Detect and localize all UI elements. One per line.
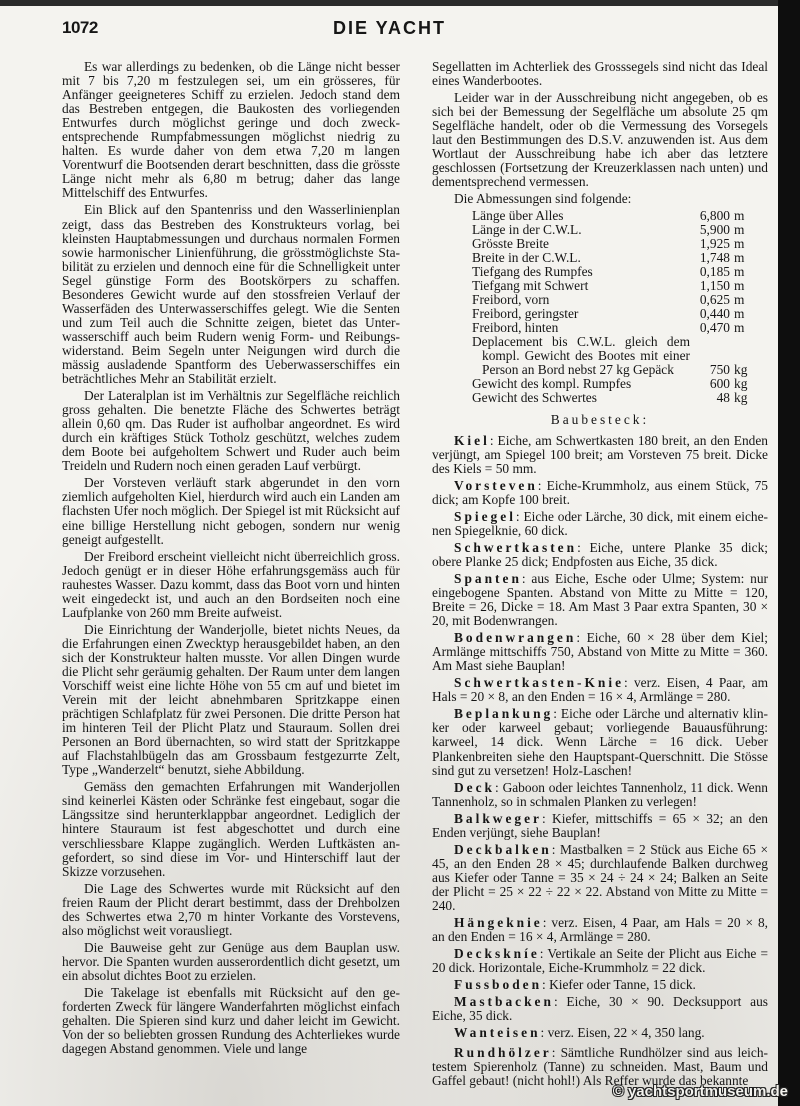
dim-value: 0,625 (699, 292, 730, 308)
book-binding-edge (778, 0, 800, 1106)
magazine-page (0, 6, 778, 1106)
paragraph: Der Vorsteven verläuft stark abgerundet in den vorn ziemlich aufgeholten Kiel, hierdurch wird auch ein Landen am flachsten Ufer noch möglich. Der Spiegel ist mit Rücksicht auf eine billige Herstellung nicht gebogen, sondern nur wenig geneigt aufgestellt. (62, 475, 400, 547)
spec-term: Schwertkasten-Knie (454, 675, 625, 691)
spec-term: Deckbalken (454, 841, 552, 857)
spec-term: Schwertkasten (454, 539, 578, 555)
spec-term: Deckskníe (454, 946, 540, 962)
dim-unit: kg (734, 390, 748, 406)
dim-label: Länge in der C.W.L. (472, 222, 582, 238)
spec-text: : verz. Eisen, 22 × 4, 350 lang. (540, 1025, 705, 1041)
dim-unit: kg (734, 362, 748, 378)
spec-item (432, 1026, 768, 1040)
table-row (472, 209, 760, 223)
spec-item (432, 434, 768, 476)
spec-item (432, 541, 768, 569)
spec-text: : Sämtliche Rundhölzer sind aus leichtestem Spierenholz (Tanne) zu schneiden. Mast, Baum und Gaffel gebaut! (nicht hohl!) Als Reffer wurde das bekannte (432, 1045, 768, 1089)
table-row (472, 321, 760, 335)
dim-value: 1,925 (699, 236, 730, 252)
spec-item (432, 781, 768, 809)
dim-label: Deplacement bis C.W.L. gleich dem kompl. Gewicht des Bootes mit einer Person an Bord nebst 27 kg Gepäck (472, 334, 690, 378)
dim-unit: m (734, 250, 745, 266)
dim-label-cell (472, 335, 690, 377)
spec-item (432, 572, 768, 628)
dim-unit: m (734, 278, 745, 294)
spec-item (432, 843, 768, 913)
spec-item (432, 676, 768, 704)
spec-term: Spiegel (454, 508, 516, 524)
dim-value: 1,748 (699, 250, 730, 266)
spec-term: Rundhölzer (454, 1045, 552, 1061)
dim-label: Tiefgang des Rumpfes (472, 264, 593, 280)
spec-term: Bodenwrangen (454, 630, 577, 646)
spec-text: : aus Eiche, Esche oder Ulme; System: nur eingebogene Spanten. Abstand von Mitte zu Mitte = 120, Breite = 26, Dicke = 18. Am Mast 3 Paar extra Spanten, 30 × 20, mit Bodenwrangen. (432, 570, 768, 629)
paragraph: Die Lage des Schwertes wurde mit Rücksicht auf den freien Raum der Plicht derart bestimmt, dass der Drehbolzen des Schwertes etwa 2,70 m hinter Vorkante des Vorstevens, also möglichst weit vorausliegt. (62, 880, 400, 938)
paragraph: Der Freibord erscheint vielleicht nicht überreichlich gross. Jedoch genügt er in dieser Höhe erfahrungsgemäss auch für rauhestes Wasser. Dazu kommt, dass das Boot vorn und hinten weit eingedeckt ist, und auch an den Bordseiten noch eine Laufplanke von 260 mm Breite aufweist. (62, 548, 400, 620)
dim-label: Gewicht des Schwertes (472, 390, 597, 406)
table-row (472, 293, 760, 307)
table-row (472, 223, 760, 237)
spec-term: Beplankung (454, 706, 554, 722)
dim-unit: m (734, 292, 745, 308)
spec-term: Balkweger (454, 810, 542, 826)
dim-label: Grösste Breite (472, 236, 549, 252)
dim-unit: kg (734, 376, 748, 392)
spec-item (432, 978, 768, 992)
paragraph: Leider war in der Ausschreibung nicht angegeben, ob es sich bei der Bemessung der Segelfläche um absolute 25 qm Segelfläche handelt, oder ob die Vermessung des Vorsegels laut den Bestimmungen des D.S.V. anzuwenden ist. Aus dem Wortlaut der Ausschreibung habe ich aber das letztere geschlossen (Fortsetzung der Kreuzerklassen nach unten) und dementsprechend vermessen. (432, 90, 768, 190)
dim-value: 0,185 (699, 264, 730, 280)
paragraph: Es war allerdings zu bedenken, ob die Länge nicht besser mit 7 bis 7,20 m festzulegen sei, um ein grösseres, für Anfänger geeigneteres Schiff zu erzielen. Jedoch stand dem das Bestreben entgegen, die Baukosten des vorliegenden Entwurfes durch möglichst geringe und doch zweckentsprechende Rumpfabmessungen möglichst niedrig zu halten. Es wurde daher von dem etwa 7,20 m langen Vorentwurf die Bootsenden derart beschnitten, dass die grösste Länge nicht mehr als 6,80 m betrug; daher das lange Mittelschiff des Entwurfes. (62, 59, 400, 201)
left-column (62, 60, 400, 1059)
spec-item (432, 995, 768, 1023)
table-row (472, 391, 760, 405)
spec-text: : Eiche-Krummholz, aus einem Stück, 75 dick; am Kopfe 100 breit. (432, 477, 768, 507)
spec-term: Deck (454, 779, 496, 795)
dim-label: Freibord, hinten (472, 320, 559, 336)
spec-item (432, 812, 768, 840)
table-row (472, 335, 760, 377)
spec-text: : Eiche, am Schwertkasten 180 breit, an den Enden verjüngt, am Spiegel 100 breit; am Vorsteven 75 breit. Dicke des Kiels = 50 mm. (432, 432, 768, 476)
paragraph: Die Bauweise geht zur Genüge aus dem Bauplan usw. hervor. Die Spanten wurden ausserordentlich dicht gesetzt, um ein absolut dichtes Boot zu erzielen. (62, 939, 400, 983)
spec-term: Fussboden (454, 977, 543, 993)
dim-unit: m (734, 236, 745, 252)
spec-term: Vorsteven (454, 477, 538, 493)
spec-text: : Eiche, untere Planke 35 dick; obere Planke 25 dick; Endpfosten aus Eiche, 35 dick. (432, 539, 768, 569)
table-row (472, 251, 760, 265)
spec-term: Mastbacken (454, 994, 554, 1010)
section-heading-baubesteck: Baubesteck: (550, 412, 650, 428)
paragraph: Gemäss den gemachten Erfahrungen mit Wanderjollen sind keinerlei Kästen oder Schränke fest eingebaut, sogar die Längssitze sind herunterklappbar angeordnet. Lediglich der hintere Stauraum ist fest abgeschottet und durch eine verschliessbare Klappe zugänglich. Werden Luftkästen angefordert, so sind diese im Vor- und Hinterschiff laut der Skizze vorzusehen. (62, 779, 400, 879)
dim-label: Breite in der C.W.L. (472, 250, 581, 266)
dim-label: Tiefgang mit Schwert (472, 278, 589, 294)
spec-text: : Kiefer, mittschiffs = 65 × 32; an den Enden verjüngt, siehe Bauplan! (432, 810, 768, 840)
right-column (432, 60, 768, 1092)
spec-text: : verz. Eisen, 4 Paar, am Hals = 20 × 8, an den Enden = 16 × 4, Armlänge = 280. (432, 675, 768, 705)
table-row (472, 265, 760, 279)
dimensions-intro: Die Abmessungen sind folgende: (454, 191, 632, 207)
dim-unit: m (734, 222, 745, 238)
spec-text: : Eiche oder Lärche und alternativ klinker oder karweel gebaut; vorliegende Bauausführung: karweel, 14 dick. Wenn Lärche = 16 dick. Ueber Plankenbreiten siehe den Hauptspant-Querschnitt. Die Stösse sind gut zu versetzen! Holz-Laschen! (432, 706, 768, 778)
spec-term: Kiel (454, 432, 490, 448)
dim-label: Gewicht des kompl. Rumpfes (472, 376, 632, 392)
spec-term: Spanten (454, 570, 522, 586)
table-row (472, 237, 760, 251)
paragraph: Der Lateralplan ist im Verhältnis zur Segelfläche reichlich gross gehalten. Die benetzte Fläche des Schwertes beträgt allein 0,60 qm. Das Ruder ist aufholbar angeordnet. Es wird durch ein kräftiges Stück Totholz geschützt, welches zudem dem Boote bei aufgeholtem Schwert und Ruder auch beim Treideln und Rudern noch einen geraden Lauf verbürgt. (62, 388, 400, 474)
spec-term: Wanteisen (454, 1025, 541, 1041)
dim-value: 0,470 (699, 320, 730, 336)
spec-term: Hängeknie (454, 915, 543, 931)
dim-label: Freibord, geringster (472, 306, 579, 322)
table-row (472, 307, 760, 321)
paragraph-continuation: Segellatten im Achterliek des Grosssegels sind nicht das Ideal eines Wanderbootes. (432, 59, 768, 89)
dim-value: 750 (709, 362, 730, 378)
dim-value: 48 (716, 390, 730, 406)
dim-value: 0,440 (699, 306, 730, 322)
paragraph: Die Takelage ist ebenfalls mit Rücksicht auf den geforderten Zweck für längere Wanderfahrten möglichst einfach gehalten. Die Spieren sind kurz und daher leicht im Gewicht. Von der so beliebten grossen Rundung des Achterliekes wurde dagegen Abstand genommen. Viele und lange (62, 985, 400, 1057)
paragraph: Die Einrichtung der Wanderjolle, bietet nichts Neues, da die Erfahrungen einen Zwecktyp herausgebildet haben, an den sich der Konstrukteur halten musste. Vor allen Dingen wurde die Plicht sehr geräumig gehalten. Der Raum unter dem langen Vorschiff weist eine lichte Höhe von 55 cm auf und bietet im Verein mit der leicht abnehmbaren Spritzkappe einen prächtigen Schlafplatz für zwei Personen. Die dritte Person hat im hinteren Teil der Plicht Platz und Stauraum. Sollen drei Personen an Bord übernachten, so wird statt der Spritzkappe auf Flachstahlbügeln das am Grossbaum festgezurrte Zelt, Type „Wanderzelt“ benutzt, siehe Abbildung. (62, 621, 400, 778)
dim-value: 1,150 (699, 278, 730, 294)
dim-value: 5,900 (699, 222, 730, 238)
spec-text: : Eiche, 30 × 90. Decksupport aus Eiche, 35 dick. (432, 994, 768, 1024)
table-row (472, 377, 760, 391)
spec-item (432, 479, 768, 507)
paragraph: Ein Blick auf den Spantenriss und den Wasserlinienplan zeigt, dass das Bestreben des Konstrukteurs vorlag, bei kleinsten Hauptabmessungen und durchaus normalen Formen sowie harmonischer Linienführung, die grösstmöglichste Stabilität zu erzielen und dennoch eine für die Schnelligkeit unter Segel günstige Form des Bootskörpers zu schaffen. Besonderes Gewicht wurde auf den stossfreien Verlauf der Wasserfäden des Unterwasserschiffes gelegt. Wie die Senten und zum Teil auch die Schnitte zeigen, bietet das Unterwasserschiff auch beim Rudern wenig Form- und Reibungswiderstand. Beim Segeln unter Neigungen wird durch die mässig ausladende Spantform des Ueberwasserschiffes ein beträchtliches Mehr an Stabilität erzielt. (62, 202, 400, 387)
spec-item (432, 631, 768, 673)
spec-item (432, 947, 768, 975)
dim-unit: m (734, 208, 745, 224)
dim-unit: m (734, 306, 745, 322)
dimensions-table (472, 209, 760, 405)
dim-unit: m (734, 320, 745, 336)
spec-text: : verz. Eisen, 4 Paar, am Hals = 20 × 8, an den Enden = 16 × 4, Armlänge = 280. (432, 915, 768, 945)
page-number: 1072 (62, 18, 98, 37)
spec-item (432, 916, 768, 944)
spec-text: : Vertikale an Seite der Plicht aus Eiche = 20 dick. Horizontale, Eiche-Krummholz = 22 dick. (432, 946, 768, 976)
spec-text: : Kiefer oder Tanne, 15 dick. (542, 977, 696, 993)
spec-text: : Gaboon oder leichtes Tannenholz, 11 dick. Wenn Tannenholz, so in schmalen Planken zu verlegen! (432, 779, 768, 809)
dim-label: Freibord, vorn (472, 292, 550, 308)
dim-value: 6,800 (699, 208, 730, 224)
spec-item (432, 510, 768, 538)
spec-text: : Eiche oder Lärche, 30 dick, mit einem eichenen Spiegelknie, 60 dick. (432, 508, 768, 538)
running-head: DIE YACHT (333, 18, 447, 38)
spec-text: : Mastbalken = 2 Stück aus Eiche 65 × 45, an den Enden 28 × 45; durchlaufende Balken durchweg aus Kiefer oder Tanne = 35 × 24 ÷ 24 × 24; Balken an Seite der Plicht = 25 × 22 ÷ 22 × 22. Abstand von Mitte zu Mitte = 240. (432, 841, 768, 913)
dim-label: Länge über Alles (472, 208, 564, 224)
dim-unit: m (734, 264, 745, 280)
copyright-watermark: © yachtsportmuseum.de (612, 1083, 788, 1100)
dim-value: 600 (709, 376, 730, 392)
spec-text: : Eiche, 60 × 28 über dem Kiel; Armlänge mittschiffs 750, Abstand von Mitte zu Mitte = 360. Am Mast siehe Bauplan! (432, 630, 768, 674)
table-row (472, 279, 760, 293)
spec-item (432, 707, 768, 777)
